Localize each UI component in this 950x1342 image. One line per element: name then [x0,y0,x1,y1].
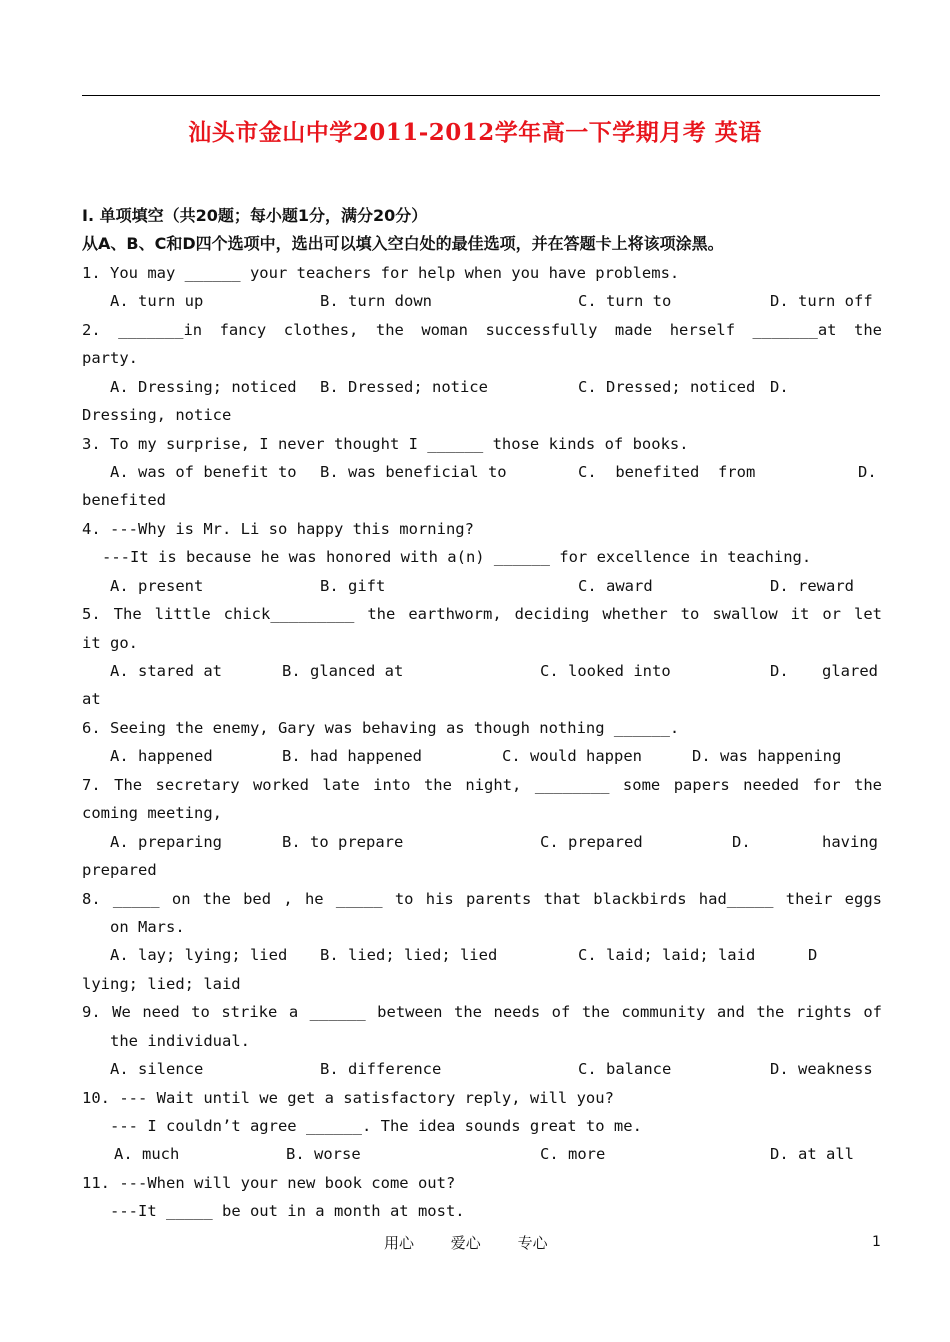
option-b: B. glanced at [282,662,404,680]
options-10 [82,1140,882,1168]
footer-text-1: 用心 [384,1234,415,1252]
option-d: D. reward [770,576,854,595]
option-d: D. weakness [770,1060,873,1079]
option-c: C. would happen [502,747,642,766]
option-d-wrap: at [82,690,101,709]
question-5-cont: it go. [82,633,138,652]
option-d: D. [770,662,789,680]
question-2-cont: party. [82,349,138,368]
option-a: A. Dressing; noticed [110,377,297,396]
option-d: D. turn off [770,292,873,311]
option-c: C. benefited from [578,462,756,481]
option-d-text: having [822,832,878,851]
question-7-cont: coming meeting, [82,804,222,823]
option-b: B. gift [320,576,386,595]
option-b: B. difference [320,1060,442,1079]
option-c: C. more [540,1145,606,1164]
options-3 [82,458,882,486]
section-heading: I. 单项填空（共20题；每小题1分，满分20分） [82,206,428,225]
options-8 [82,941,882,969]
option-d: D. [770,377,789,396]
question-2: 2. _______in fancy clothes, the woman successfully made herself _______at the [82,320,882,339]
option-c: C. prepared [540,832,643,851]
option-d-text: glared [822,662,878,680]
options-6 [82,742,882,770]
question-9: 9. We need to strike a ______ between the needs of the community and the rights of [82,1003,882,1022]
question-3: 3. To my surprise, I never thought I ______ those kinds of books. [82,434,689,453]
question-7: 7. The secretary worked late into the night, ________ some papers needed for the [82,775,882,794]
options-9 [82,1055,882,1083]
option-a: A. happened [110,747,213,766]
question-1: 1. You may ______ your teachers for help when you have problems. [82,263,680,282]
option-d-wrap: lying; lied; laid [82,974,241,993]
question-11-cont: ---It _____ be out in a month at most. [110,1202,465,1221]
option-a: A. was of benefit to [110,462,297,481]
question-6: 6. Seeing the enemy, Gary was behaving as though nothing ______. [82,718,680,737]
option-d: D. [858,462,877,481]
options-5 [82,657,882,685]
option-b: B. lied; lied; lied [320,946,498,965]
options-4 [82,572,882,600]
footer-text-3: 专心 [517,1234,548,1252]
option-b: B. worse [286,1145,361,1164]
option-d: D [808,946,818,965]
option-a: A. stared at [110,662,222,680]
question-8-cont: on Mars. [110,917,185,936]
question-5: 5. The little chick_________ the earthworm, deciding whether to swallow it or let [82,605,882,624]
footer-text-2: 爱心 [450,1234,481,1252]
option-c: C. award [578,576,653,595]
option-a: A. preparing [110,832,222,851]
option-a: A. lay; lying; lied [110,946,288,965]
page-footer [384,1232,580,1253]
option-c: C. balance [578,1060,672,1079]
question-4: 4. ---Why is Mr. Li so happy this morning? [82,519,474,538]
exam-content [82,202,882,1226]
option-b: B. Dressed; notice [320,377,488,396]
option-b: B. to prepare [282,832,404,851]
question-4-cont: ---It is because he was honored with a(n) ______ for excellence in teaching. [102,548,812,567]
options-1 [82,287,882,315]
option-c: C. turn to [578,292,672,311]
option-b: B. turn down [320,292,432,311]
option-a: A. turn up [110,292,204,311]
header-rule [82,95,880,96]
section-instruction: 从A、B、C和D四个选项中，选出可以填入空白处的最佳选项，并在答题卡上将该项涂黑。 [82,234,724,254]
options-7 [82,828,882,856]
option-d-wrap: prepared [82,861,157,880]
option-c: C. looked into [540,662,671,680]
option-c: C. laid; laid; laid [578,946,756,965]
option-c: C. Dressed; noticed [578,377,756,396]
option-d: D. [732,832,751,851]
option-a: A. present [110,576,204,595]
option-d-wrap: Dressing, notice [82,406,232,425]
page-title: 汕头市金山中学2011-2012学年高一下学期月考 英语 [188,119,762,146]
option-d: D. at all [770,1145,854,1164]
option-a: A. silence [110,1060,204,1079]
question-9-cont: the individual. [110,1031,250,1050]
question-10: 10. --- Wait until we get a satisfactory reply, will you? [82,1088,614,1107]
page-number: 1 [872,1234,881,1250]
option-d-wrap: benefited [82,491,166,510]
options-2 [82,373,882,401]
option-d: D. was happening [692,747,842,766]
option-b: B. was beneficial to [320,462,507,481]
question-11: 11. ---When will your new book come out? [82,1173,456,1192]
question-8: 8. _____ on the bed , he _____ to his parents that blackbirds had_____ their eggs [82,889,882,908]
option-a: A. much [114,1145,180,1164]
question-10-cont: --- I couldn’t agree ______. The idea sounds great to me. [110,1117,642,1135]
option-b: B. had happened [282,747,422,766]
